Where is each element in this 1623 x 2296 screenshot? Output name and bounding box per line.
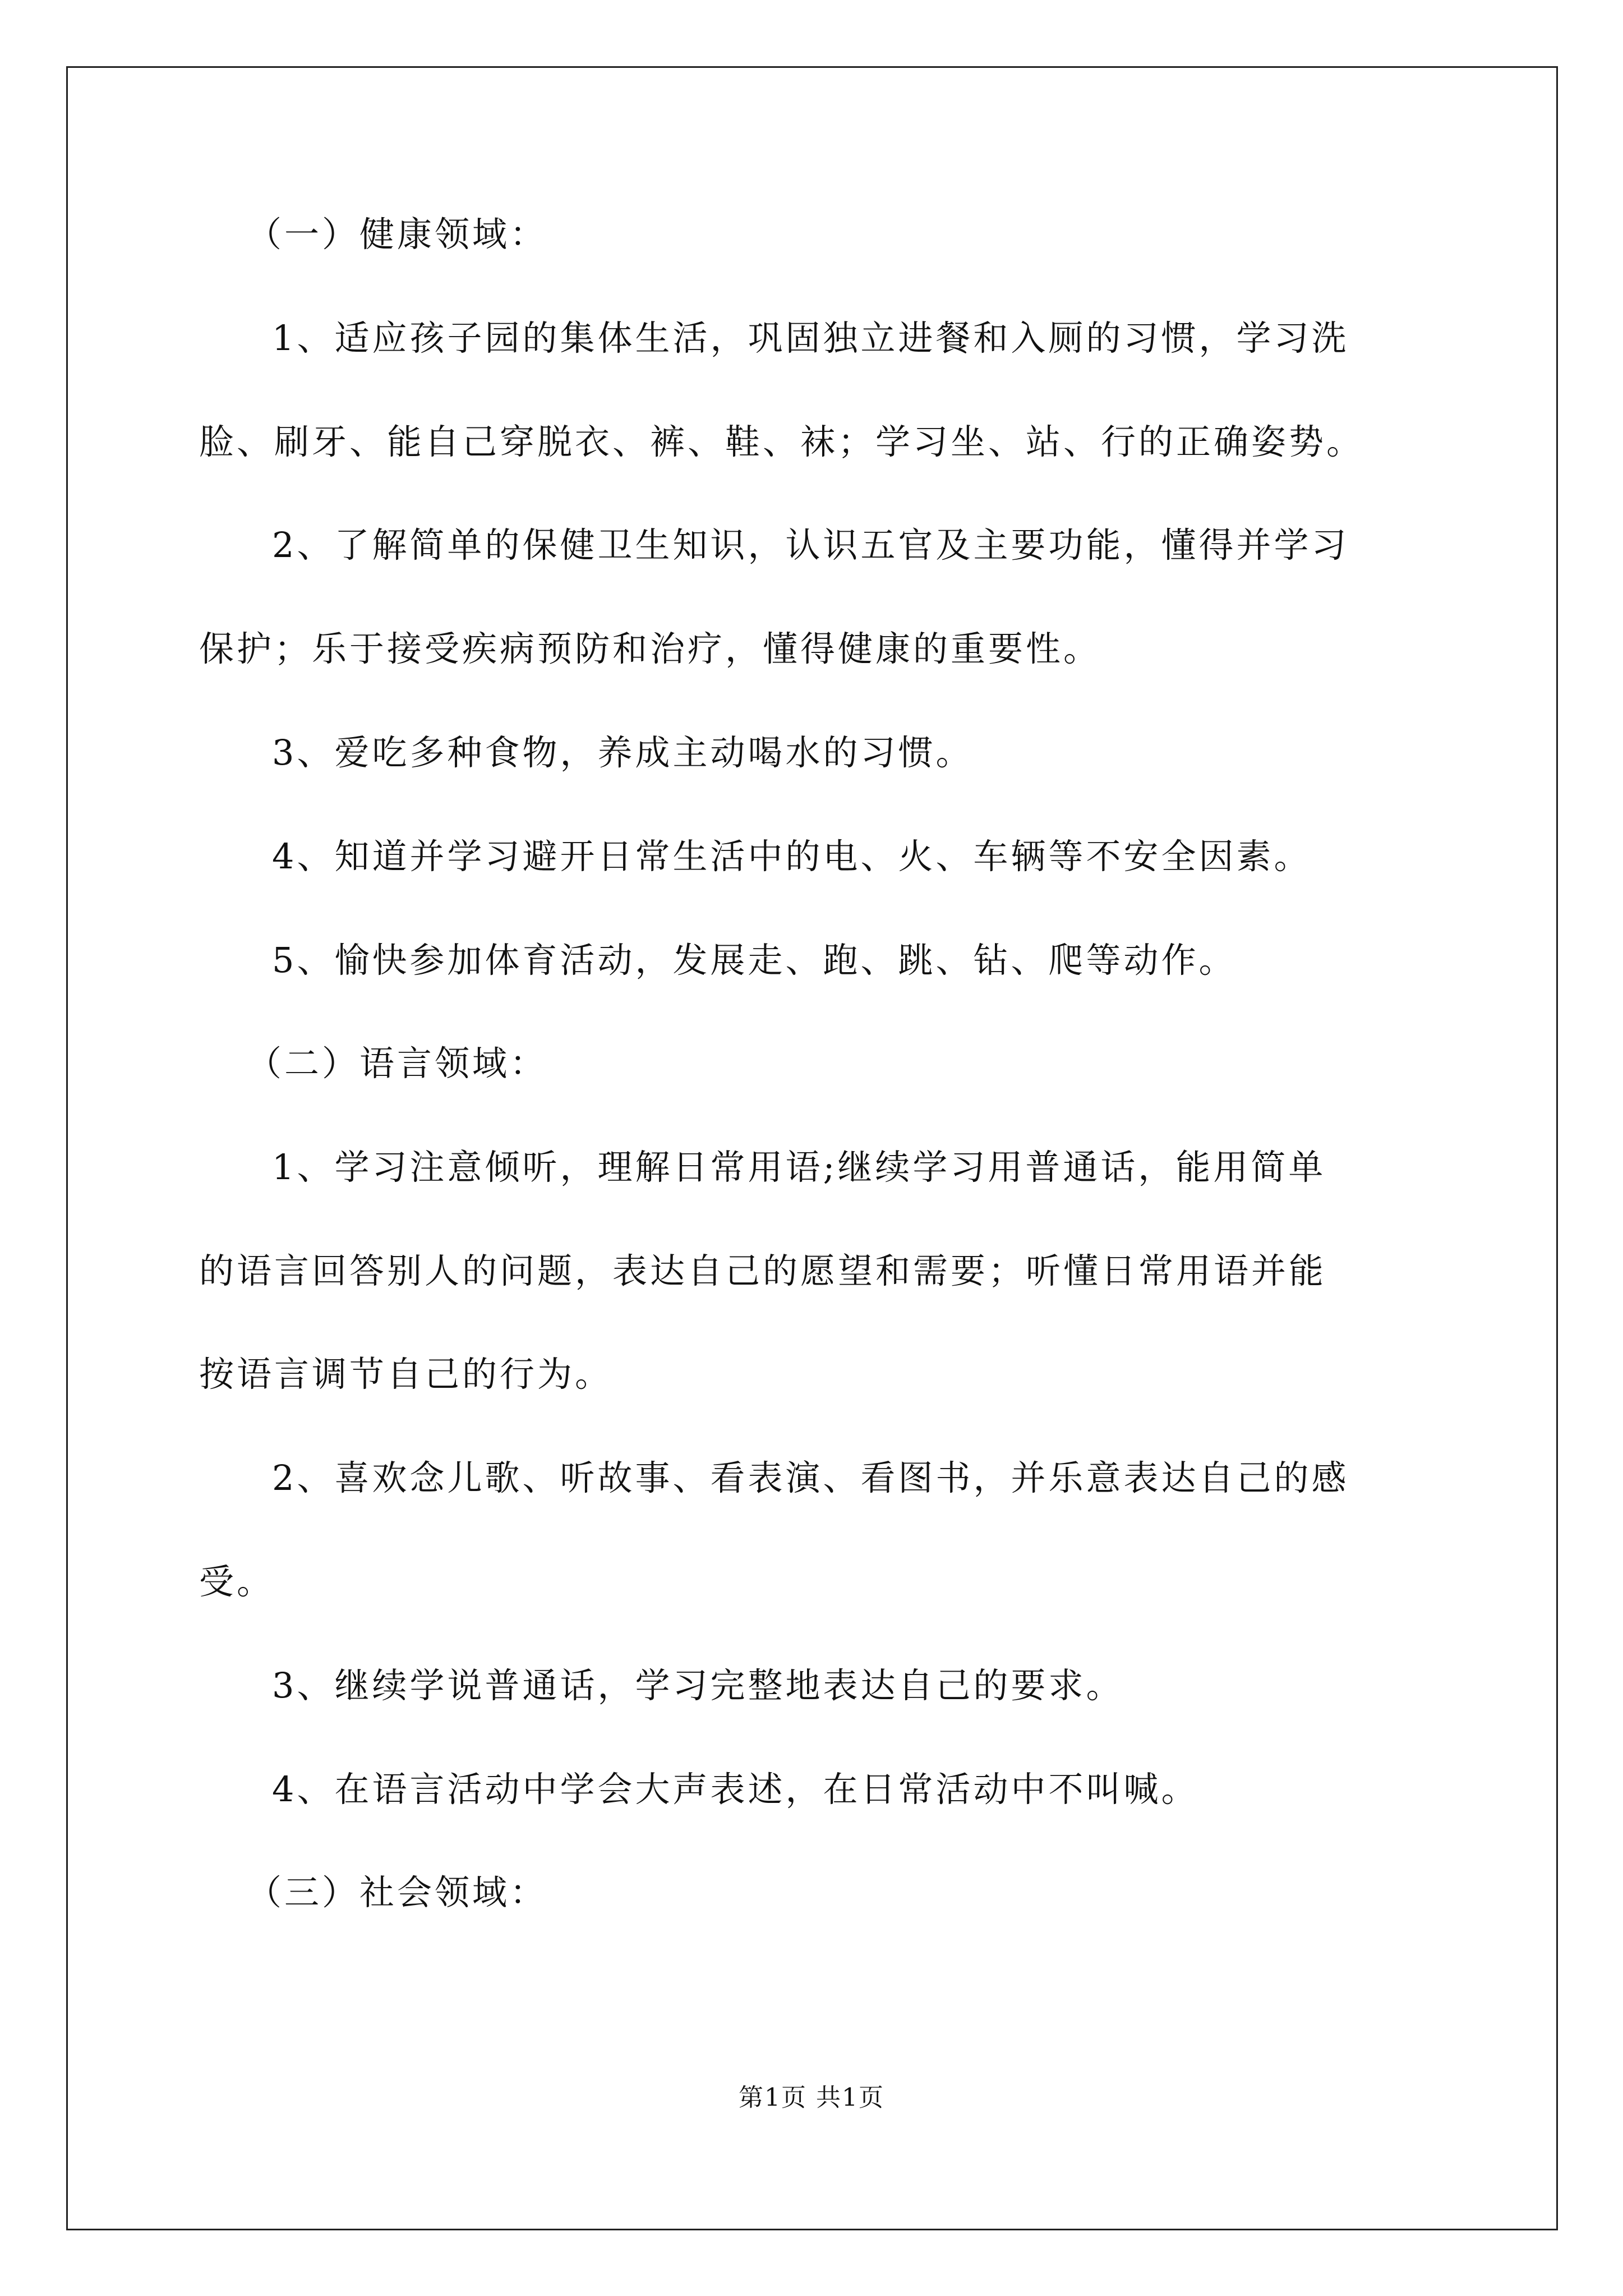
paragraph-line: 3、爱吃多种食物，养成主动喝水的习惯。 <box>272 732 974 773</box>
paragraph-line: 2、喜欢念儿歌、听故事、看表演、看图书，并乐意表达自己的感 <box>272 1457 1349 1498</box>
section-heading-health: （一）健康领域： <box>247 214 548 255</box>
paragraph-line: 1、学习注意倾听，理解日常用语;继续学习用普通话，能用简单 <box>272 1147 1326 1188</box>
paragraph-line: 保护；乐于接受疾病预防和治疗，懂得健康的重要性。 <box>199 628 1101 669</box>
paragraph-line: 4、知道并学习避开日常生活中的电、火、车辆等不安全因素。 <box>272 836 1312 877</box>
paragraph-line: 3、继续学说普通话，学习完整地表达自己的要求。 <box>272 1665 1124 1706</box>
paragraph-line: 2、了解简单的保健卫生知识，认识五官及主要功能，懂得并学习 <box>272 524 1349 565</box>
page-number-footer: 第1页 共1页 <box>739 2083 884 2112</box>
section-heading-language: （二）语言领域： <box>247 1043 548 1084</box>
paragraph-line: 按语言调节自己的行为。 <box>199 1354 613 1395</box>
paragraph-line: 脸、刷牙、能自己穿脱衣、裤、鞋、袜；学习坐、站、行的正确姿势。 <box>199 421 1364 462</box>
paragraph-line: 1、适应孩子园的集体生活，巩固独立进餐和入厕的习惯，学习洗 <box>272 318 1349 358</box>
paragraph-line: 4、在语言活动中学会大声表述，在日常活动中不叫喊。 <box>272 1769 1199 1810</box>
paragraph-line: 的语言回答别人的问题，表达自己的愿望和需要；听懂日常用语并能 <box>199 1250 1327 1291</box>
section-heading-social: （三）社会领域： <box>247 1872 548 1913</box>
paragraph-line: 5、愉快参加体育活动，发展走、跑、跳、钻、爬等动作。 <box>272 940 1237 981</box>
paragraph-line: 受。 <box>199 1561 275 1602</box>
